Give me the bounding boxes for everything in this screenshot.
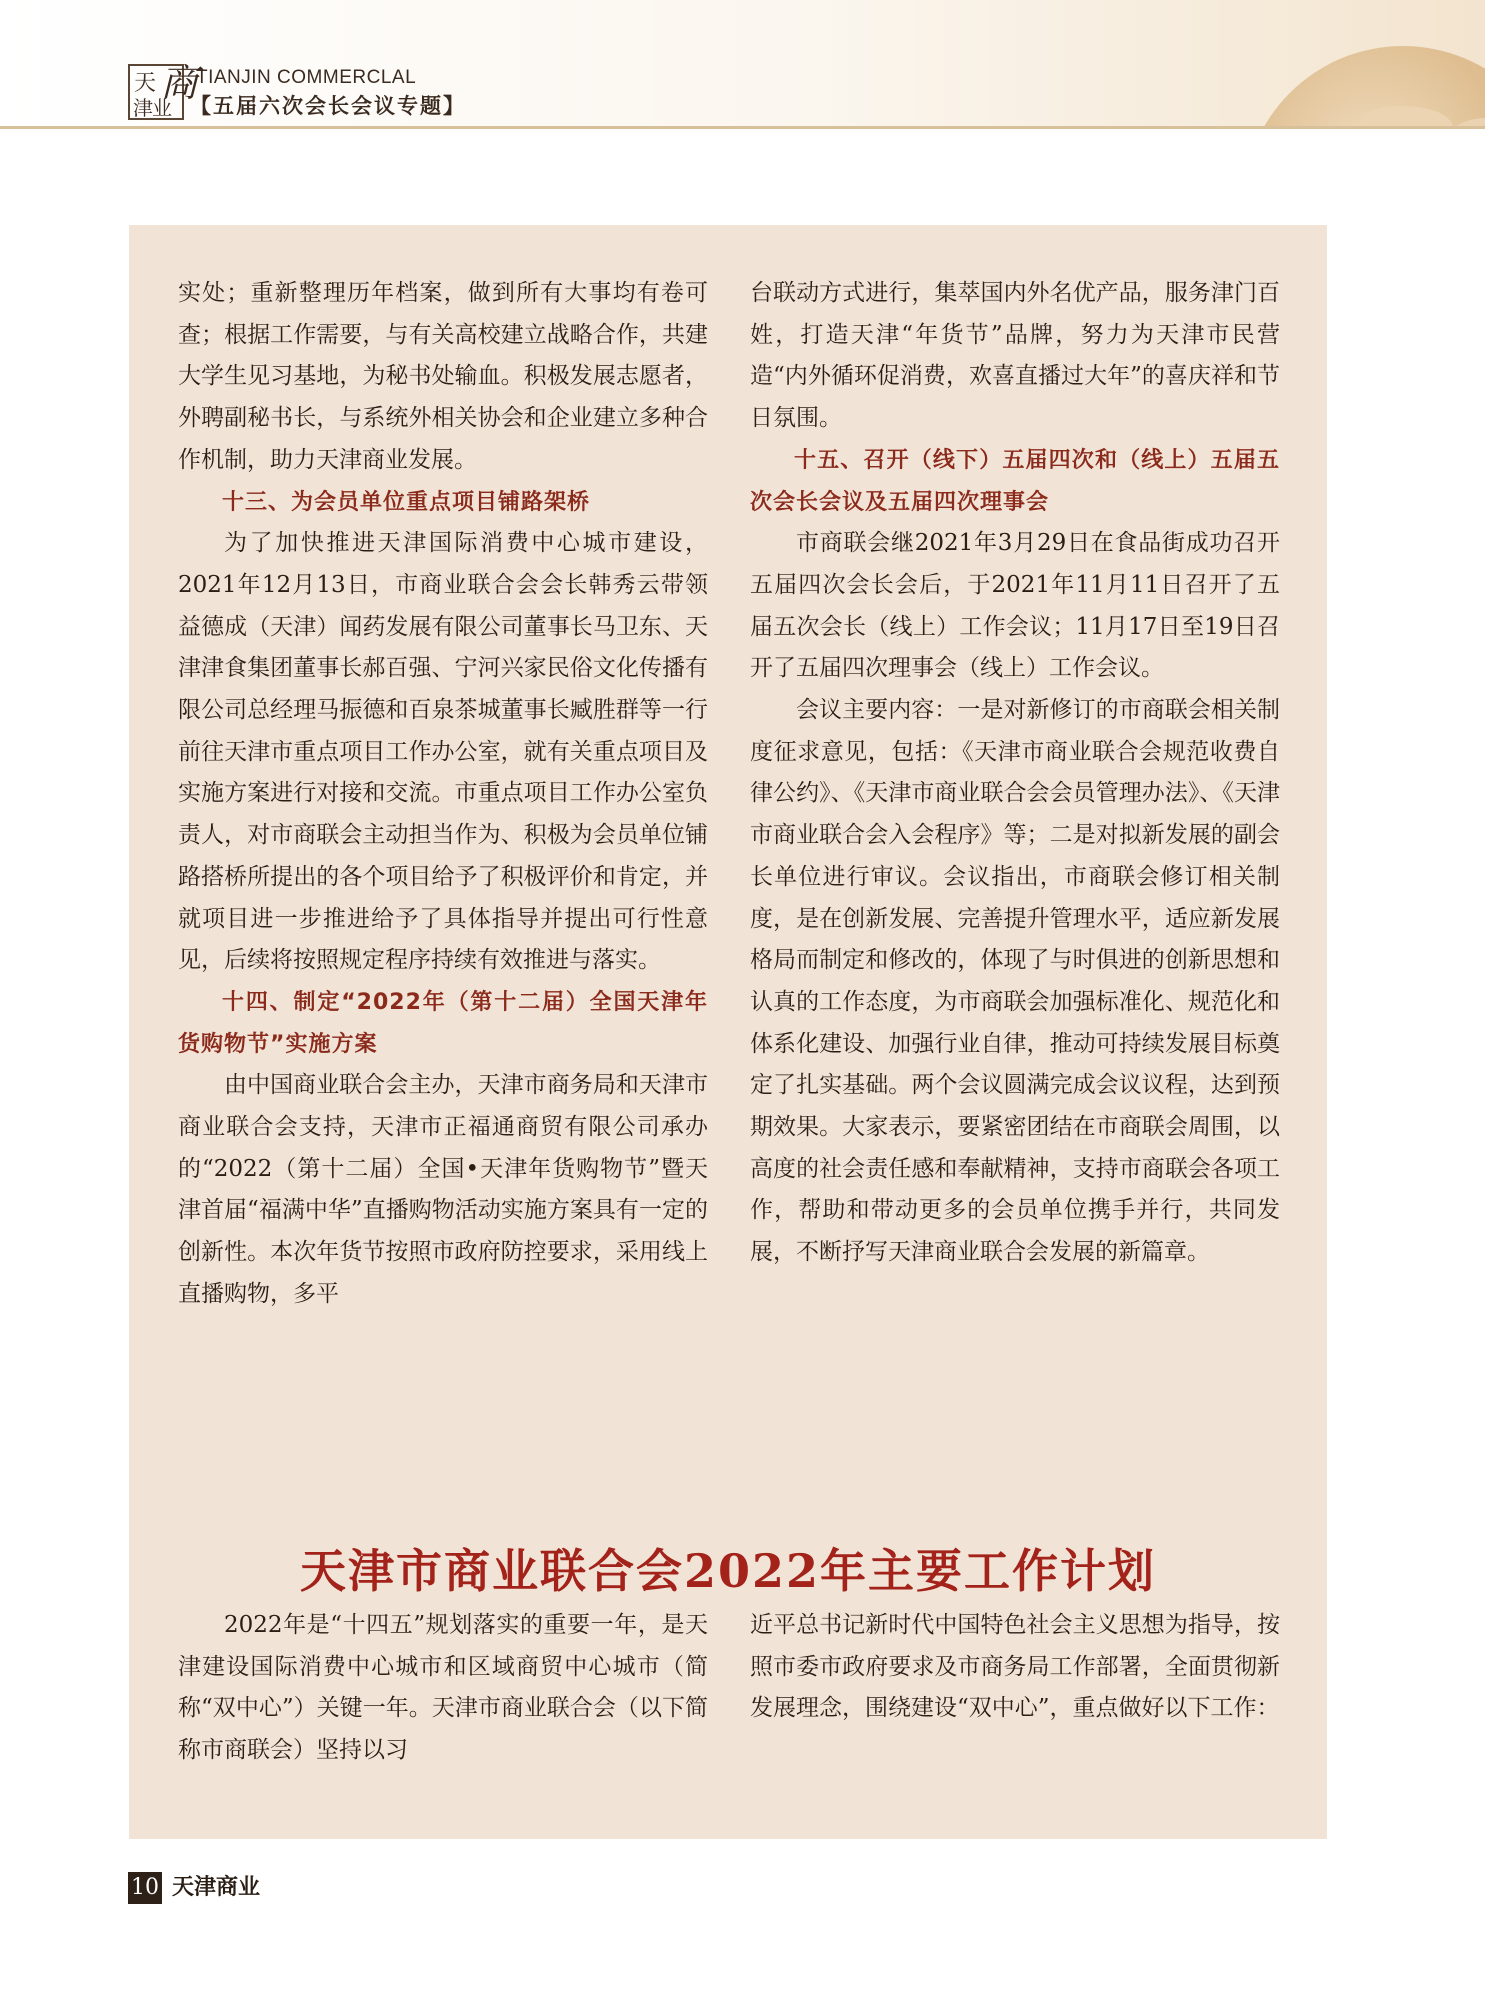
section-heading-15: 十五、召开（线下）五届四次和（线上）五届五次会长会议及五届四次理事会 — [750, 447, 1280, 515]
plan-column-left — [178, 1605, 708, 1772]
paragraph: 市商联会继2021年3月29日在食品街成功召开五届四次会长会后，于2021年11月11日召开了五届五次会长（线上）工作会议；11月17日至19日召开了五届四次理事会（线上）工作会议。 — [750, 530, 1280, 682]
article-panel — [129, 225, 1327, 1839]
section-heading-13: 十三、为会员单位重点项目铺路架桥 — [222, 489, 591, 515]
paragraph: 由中国商业联合会主办，天津市商务局和天津市商业联合会支持，天津市正福通商贸有限公司承办的“2022（第十二届）全国•天津年货购物节”暨天津首届“福满中华”直播购物活动实施方案具有一定的创新性。本次年货节按照市政府防控要求，采用线上直播购物，多平 — [178, 1072, 708, 1307]
page-header — [0, 0, 1485, 129]
article-title: 天津市商业联合会2022年主要工作计划 — [299, 1544, 1157, 1598]
paragraph: 2022年是“十四五”规划落实的重要一年，是天津建设国际消费中心城市和区域商贸中心城市（简称“双中心”）关键一年。天津市商业联合会（以下简称市商联会）坚持以习 — [178, 1612, 708, 1764]
article-column-right — [750, 273, 1280, 1274]
logo-char-tian: 天 — [134, 71, 157, 96]
magazine-english-title: TIANJIN COMMERCLAL — [196, 67, 417, 88]
paragraph: 会议主要内容：一是对新修订的市商联会相关制度征求意见，包括：《天津市商业联合会规范收费自律公约》、《天津市商业联合会会员管理办法》、《天津市商业联合会入会程序》等；二是对拟新发展的副会长单位进行审议。会议指出，市商联会修订相关制度，是在创新发展、完善提升管理水平，适应新发展格局而制定和修改的，体现了与时俱进的创新思想和认真的工作态度，为市商联会加强标准化、规范化和体系化建设、加强行业自律，推动可持续发展目标奠定了扎实基础。两个会议圆满完成会议议程，达到预期效果。大家表示，要紧密团结在市商联会周围，以高度的社会责任感和奉献精神，支持市商联会各项工作，帮助和带动更多的会员单位携手并行，共同发展，不断抒写天津商业联合会发展的新篇章。 — [750, 697, 1280, 1266]
page-number: 10 — [128, 1872, 162, 1904]
logo-char-shang: 商 — [160, 61, 199, 105]
footer-magazine-name: 天津商业 — [172, 1875, 261, 1900]
logo-char-jinye: 津业 — [133, 96, 171, 120]
globe-icon — [1243, 46, 1485, 126]
special-topic-title: 【五届六次会长会议专题】 — [190, 94, 466, 118]
paragraph: 近平总书记新时代中国特色社会主义思想为指导，按照市委市政府要求及市商务局工作部署，全面贯彻新发展理念，围绕建设“双中心”，重点做好以下工作： — [750, 1612, 1280, 1722]
magazine-logo — [128, 61, 199, 120]
paragraph: 为了加快推进天津国际消费中心城市建设，2021年12月13日，市商业联合会会长韩秀云带领益德成（天津）闻药发展有限公司董事长马卫东、天津津食集团董事长郝百强、宁河兴家民俗文化传播有限公司总经理马振德和百泉茶城董事长臧胜群等一行前往天津市重点项目工作办公室，就有关重点项目及实施方案进行对接和交流。市重点项目工作办公室负责人，对市商联会主动担当作为、积极为会员单位铺路搭桥所提出的各个项目给予了积极评价和肯定，并就项目进一步推进给予了具体指导并提出可行性意见，后续将按照规定程序持续有效推进与落实。 — [178, 530, 708, 974]
paragraph: 实处；重新整理历年档案，做到所有大事均有卷可查；根据工作需要，与有关高校建立战略合作，共建大学生见习基地，为秘书处输血。积极发展志愿者，外聘副秘书长，与系统外相关协会和企业建立多种合作机制，助力天津商业发展。 — [178, 280, 708, 473]
article-column-left — [178, 273, 708, 1316]
globe-decoration — [1185, 0, 1485, 126]
section-heading-14: 十四、制定“2022年（第十二届）全国天津年货购物节”实施方案 — [178, 989, 708, 1057]
paragraph: 台联动方式进行，集萃国内外名优产品，服务津门百姓，打造天津“年货节”品牌，努力为天津市民营造“内外循环促消费，欢喜直播过大年”的喜庆祥和节日氛围。 — [750, 280, 1280, 432]
plan-column-right — [750, 1605, 1280, 1730]
